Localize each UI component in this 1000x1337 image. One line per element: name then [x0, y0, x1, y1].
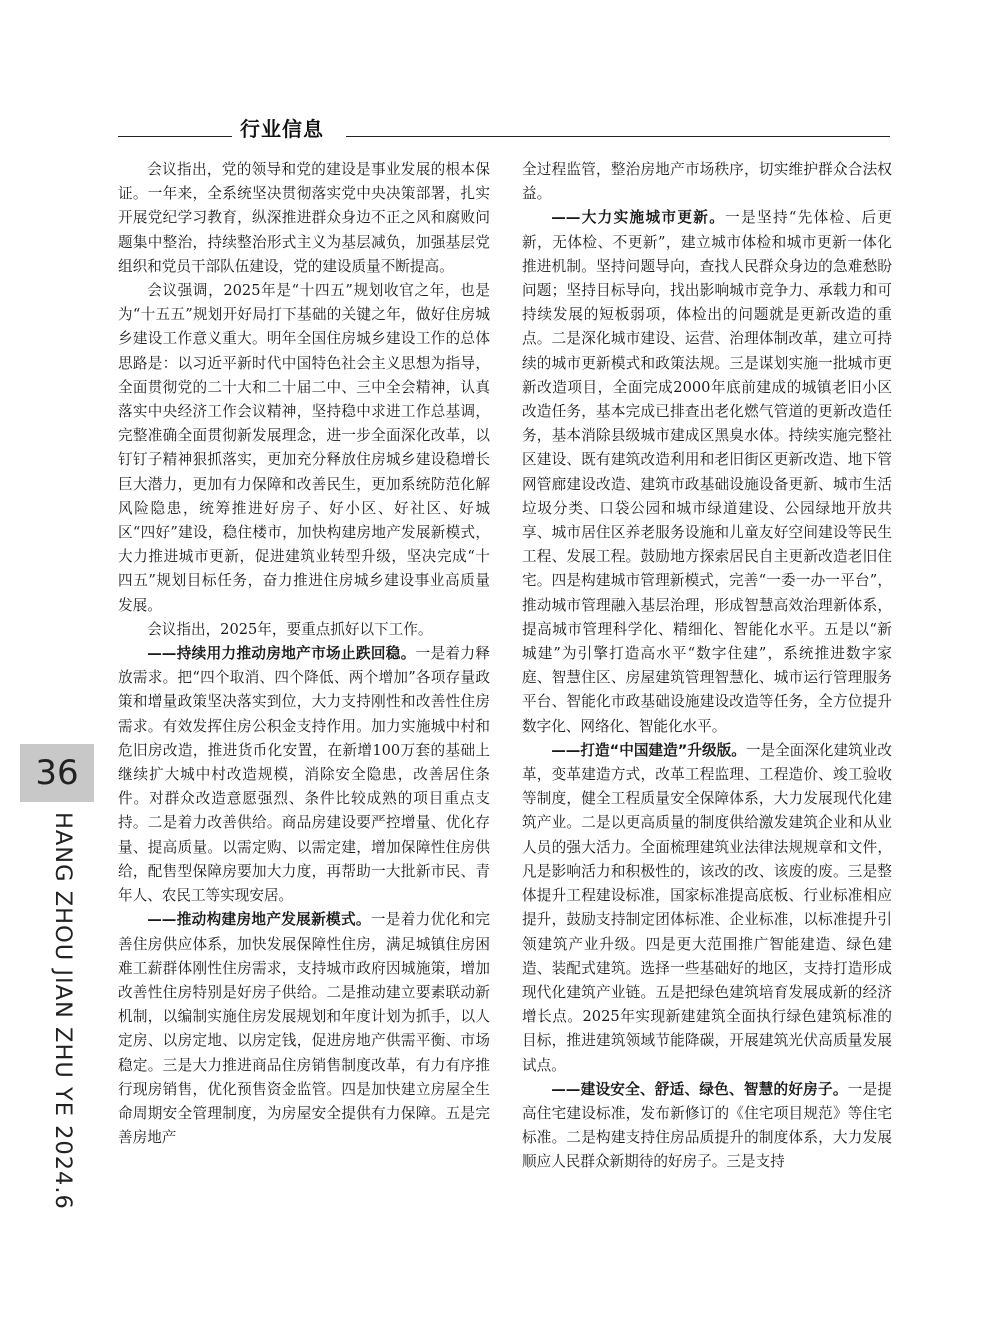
page-number-box [20, 744, 94, 802]
paragraph: ——持续用力推动房地产市场止跌回稳。一是着力释放需求。把“四个取消、四个降低、两个增加”各项存量政策和增量政策坚决落实到位，大力支持刚性和改善性住房需求。有效发挥住房公积金支持作用。加力实施城中村和危旧房改造，推进货币化安置，在新增100万套的基础上继续扩大城中村改造规模，消除安全隐患，改善居住条件。对群众改造意愿强烈、条件比较成熟的项目重点支持。二是着力改善供给。商品房建设要严控增量、优化存量、提高质量。以需定购、以需定建，增加保障性住房供给，配售型保障房要加大力度，再帮助一大批新市民、青年人、农民工等实现安居。 [118, 645, 490, 905]
paragraph: 会议指出，2025年，要重点抓好以下工作。 [147, 620, 433, 638]
header-rule-right [346, 136, 890, 137]
left-column [118, 158, 490, 1150]
page-number: 36 [35, 753, 79, 793]
paragraph: ——建设安全、舒适、绿色、智慧的好房子。一是提高住宅建设标准，发布新修订的《住宅项目规范》等住宅标准。二是构建支持住房品质提升的制度体系，大力发展顺应人民群众新期待的好房子。三是支持 [522, 1080, 892, 1171]
paragraph-lead: ——持续用力推动房地产市场止跌回稳。 [147, 645, 416, 663]
section-title: 行业信息 [240, 117, 324, 141]
paragraph-lead: ——建设安全、舒适、绿色、智慧的好房子。 [551, 1080, 848, 1098]
right-column [522, 158, 892, 1175]
journal-name: HANG ZHOU JIAN ZHU YE 2024.6 [50, 812, 76, 1210]
paragraph: ——大力实施城市更新。一是坚持“先体检、后更新，无体检、不更新”，建立城市体检和城市更新一体化推进机制。坚持问题导向，查找人民群众身边的急难愁盼问题；坚持目标导向，找出影响城市竞争力、承载力和可持续发展的短板弱项，体检出的问题就是更新改造的重点。二是深化城市建设、运营、治理体制改革，建立可持续的城市更新模式和政策法规。三是谋划实施一批城市更新改造项目，全面完成2000年底前建成的城镇老旧小区改造任务，基本完成已排查出老化燃气管道的更新改造任务，基本消除县级城市建成区黑臭水体。持续实施完整社区建设、既有建筑改造利用和老旧街区更新改造、地下管网管廊建设改造、建筑市政基础设施设备更新、城市生活垃圾分类、口袋公园和城市绿道建设、公园绿地开放共享、城市居住区养老服务设施和儿童友好空间建设等民生工程、发展工程。鼓励地方探索居民自主更新改造老旧住宅。四是构建城市管理新模式，完善“一委一办一平台”，推动城市管理融入基层治理，形成智慧高效治理新体系，提高城市管理科学化、精细化、智能化水平。五是以“新城建”为引擎打造高水平“数字住建”，系统推进数字家庭、智慧住区、房屋建筑管理智慧化、城市运行管理服务平台、智能化市政基础设施建设改造等任务，全方位提升数字化、网络化、智能化水平。 [522, 209, 892, 735]
paragraph-lead: ——打造“中国建造”升级版。 [551, 741, 746, 759]
paragraph: ——推动构建房地产发展新模式。一是着力优化和完善住房供应体系，加快发展保障性住房，满足城镇住房困难工薪群体刚性住房需求，支持城市政府因城施策，增加改善性住房特别是好房子供给。二是推动建立要素联动新机制，以编制实施住房发展规划和年度计划为抓手，以人定房、以房定地、以房定钱，促进房地产供需平衡、市场稳定。三是大力推进商品住房销售制度改革，有力有序推行现房销售，优化预售资金监管。四是加快建立房屋全生命周期安全管理制度，为房屋安全提供有力保障。五是完善房地产 [118, 911, 490, 1147]
paragraph-lead: ——大力实施城市更新。 [551, 209, 726, 227]
header-rule-left [118, 136, 232, 137]
paragraph: 会议强调，2025年是“十四五”规划收官之年，也是为“十五五”规划开好局打下基础的关键之年，做好住房城乡建设工作意义重大。明年全国住房城乡建设工作的总体思路是：以习近平新时代中国特色社会主义思想为指导，全面贯彻党的二十大和二十届二中、三中全会精神，认真落实中央经济工作会议精神，坚持稳中求进工作总基调，完整准确全面贯彻新发展理念，进一步全面深化改革，以钉钉子精神狠抓落实，更加充分释放住房城乡建设稳增长巨大潜力，更加有力保障和改善民生，更加系统防范化解风险隐患，统筹推进好房子、好小区、好社区、好城区“四好”建设，稳住楼市，加快构建房地产发展新模式，大力推进城市更新，促进建筑业转型升级，坚决完成“十四五”规划目标任务，奋力推进住房城乡建设事业高质量发展。 [118, 282, 490, 614]
paragraph-lead: ——推动构建房地产发展新模式。 [147, 911, 371, 929]
paragraph: 全过程监管，整治房地产市场秩序，切实维护群众合法权益。 [522, 161, 892, 203]
paragraph: 会议指出，党的领导和党的建设是事业发展的根本保证。一年来，全系统坚决贯彻落实党中央决策部署，扎实开展党纪学习教育，纵深推进群众身边不正之风和腐败问题集中整治，持续整治形式主义为基层减负，加强基层党组织和党员干部队伍建设，党的建设质量不断提高。 [118, 161, 490, 275]
paragraph: ——打造“中国建造”升级版。一是全面深化建筑业改革，变革建造方式，改革工程监理、工程造价、竣工验收等制度，健全工程质量安全保障体系，大力发展现代化建筑产业。二是以更高质量的制度供给激发建筑企业和从业人员的强大活力。全面梳理建筑业法律法规规章和文件，凡是影响活力和积极性的，该改的改、该废的废。三是整体提升工程建设标准，国家标准提高底板、行业标准相应提升，鼓励支持制定团体标准、企业标准，以标准提升引领建筑产业升级。四是更大范围推广智能建造、绿色建造、装配式建筑。选择一些基础好的地区，支持打造形成现代化建筑产业链。五是把绿色建筑培育发展成新的经济增长点。2025年实现新建建筑全面执行绿色建筑标准的目标，推进建筑领域节能降碳，开展建筑光伏高质量发展试点。 [522, 741, 892, 1074]
